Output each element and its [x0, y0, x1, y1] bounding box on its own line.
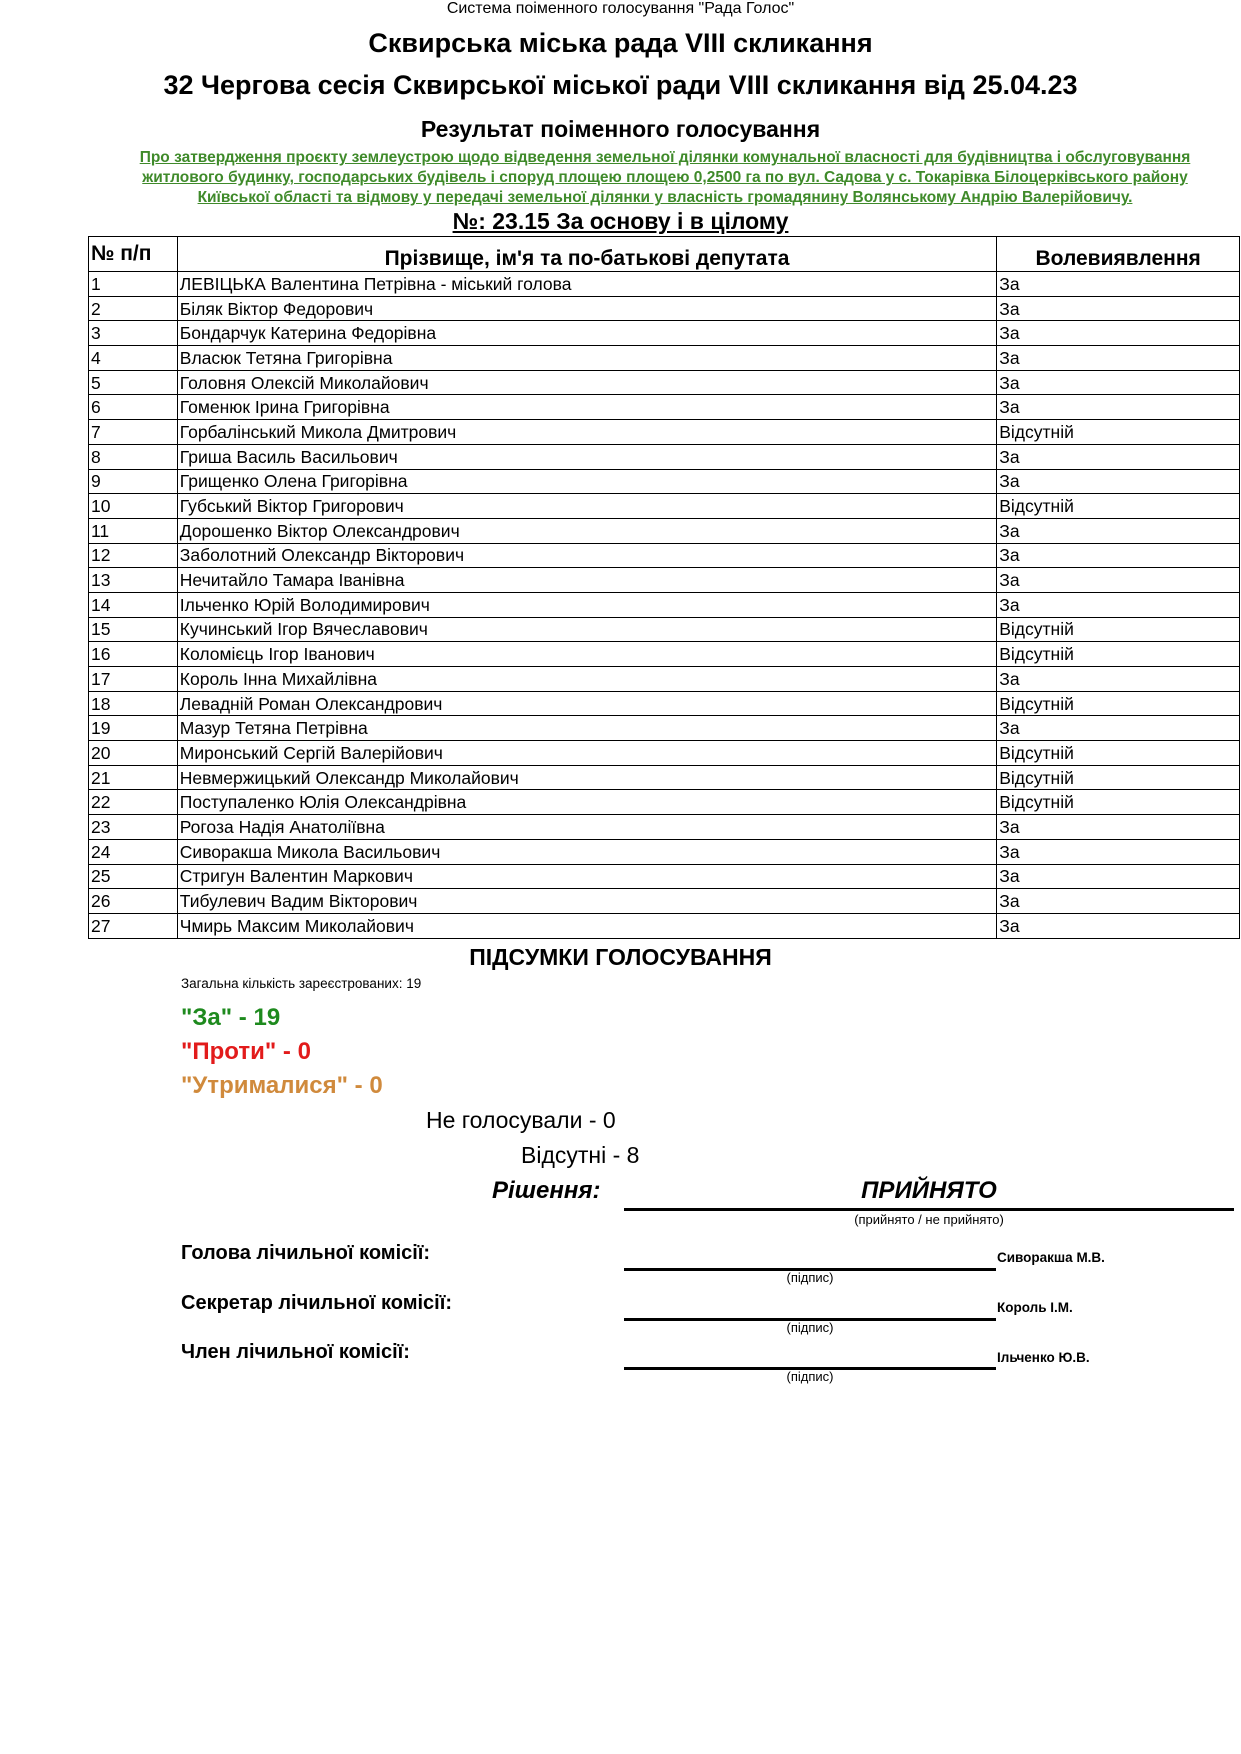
votes-table-body [89, 272, 1240, 939]
row-number: 19 [89, 716, 178, 741]
row-number: 11 [89, 518, 178, 543]
table-row [89, 790, 1240, 815]
signature-hint: (підпис) [786, 1369, 834, 1384]
secretary-name: Король І.М. [997, 1300, 1073, 1315]
session-title: 32 Чергова сесія Сквирської міської ради VIII скликання від 25.04.23 [163, 70, 1078, 100]
row-number: 4 [89, 346, 178, 371]
deputy-name: Бондарчук Катерина Федорівна [177, 321, 996, 346]
deputy-name: Миронський Сергій Валерійович [177, 741, 996, 766]
table-header-row [89, 237, 1240, 272]
vote-choice: За [997, 667, 1240, 692]
deputy-name: Гриша Василь Васильович [177, 444, 996, 469]
deputy-name: Нечитайло Тамара Іванівна [177, 568, 996, 593]
not-voted-count: Не голосували - 0 [426, 1107, 616, 1133]
vote-subject-line: Про затвердження проєкту землеустрою щодо відведення земельної ділянки комунальної власності для будівництва і обслуговування [139, 149, 1191, 166]
row-number: 25 [89, 864, 178, 889]
vote-choice: За [997, 469, 1240, 494]
secretary-label: Секретар лічильної комісії: [181, 1292, 453, 1314]
vote-choice: За [997, 346, 1240, 371]
row-number: 20 [89, 741, 178, 766]
vote-choice: За [997, 321, 1240, 346]
vote-choice: Відсутній [997, 642, 1240, 667]
result-title: Результат поіменного голосування [420, 116, 821, 142]
row-number: 13 [89, 568, 178, 593]
vote-choice: За [997, 889, 1240, 914]
deputy-name: Головня Олексій Миколайович [177, 370, 996, 395]
deputy-name: Мазур Тетяна Петрівна [177, 716, 996, 741]
table-row [89, 494, 1240, 519]
table-row [89, 518, 1240, 543]
table-row [89, 716, 1240, 741]
vote-choice: За [997, 592, 1240, 617]
table-row [89, 815, 1240, 840]
row-number: 24 [89, 839, 178, 864]
vote-choice: Відсутній [997, 617, 1240, 642]
deputy-name: Тибулевич Вадим Вікторович [177, 889, 996, 914]
deputy-name: Невмержицький Олександр Миколайович [177, 765, 996, 790]
column-header-number: № п/п [89, 237, 178, 272]
vote-choice: Відсутній [997, 741, 1240, 766]
vote-choice: За [997, 839, 1240, 864]
table-row [89, 617, 1240, 642]
table-row [89, 592, 1240, 617]
deputy-name: Гоменюк Ірина Григорівна [177, 395, 996, 420]
column-header-vote: Волевиявлення [997, 237, 1240, 272]
tally-for: "За" - 19 [181, 1004, 281, 1031]
table-row [89, 691, 1240, 716]
vote-choice: Відсутній [997, 765, 1240, 790]
table-row [89, 543, 1240, 568]
row-number: 9 [89, 469, 178, 494]
decision-underline [624, 1208, 1234, 1211]
row-number: 15 [89, 617, 178, 642]
row-number: 18 [89, 691, 178, 716]
table-row [89, 346, 1240, 371]
table-row [89, 864, 1240, 889]
deputy-name: ЛЕВІЦЬКА Валентина Петрівна - міський голова [177, 272, 996, 297]
row-number: 2 [89, 296, 178, 321]
row-number: 23 [89, 815, 178, 840]
table-row [89, 296, 1240, 321]
row-number: 10 [89, 494, 178, 519]
registered-count: Загальна кількість зареєстрованих: 19 [181, 976, 422, 991]
vote-choice: За [997, 272, 1240, 297]
table-row [89, 420, 1240, 445]
signature-hint: (підпис) [786, 1270, 834, 1285]
vote-choice: Відсутній [997, 420, 1240, 445]
deputy-name: Король Інна Михайлівна [177, 667, 996, 692]
council-title: Сквирська міська рада VIII скликання [368, 28, 873, 58]
table-row [89, 667, 1240, 692]
vote-choice: За [997, 444, 1240, 469]
vote-choice: За [997, 370, 1240, 395]
row-number: 1 [89, 272, 178, 297]
vote-choice: За [997, 568, 1240, 593]
vote-choice: За [997, 296, 1240, 321]
tally-abstained: "Утрималися" - 0 [181, 1072, 383, 1099]
summary-title: ПІДСУМКИ ГОЛОСУВАННЯ [469, 944, 772, 970]
table-row [89, 913, 1240, 938]
vote-choice: За [997, 864, 1240, 889]
table-row [89, 765, 1240, 790]
row-number: 8 [89, 444, 178, 469]
table-row [89, 444, 1240, 469]
deputy-name: Заболотний Олександр Вікторович [177, 543, 996, 568]
table-row [89, 642, 1240, 667]
table-row [89, 272, 1240, 297]
table-row [89, 568, 1240, 593]
row-number: 3 [89, 321, 178, 346]
deputy-name: Горбалінський Микола Дмитрович [177, 420, 996, 445]
vote-choice: За [997, 913, 1240, 938]
tally-against: "Проти" - 0 [181, 1038, 311, 1065]
row-number: 12 [89, 543, 178, 568]
row-number: 6 [89, 395, 178, 420]
row-number: 14 [89, 592, 178, 617]
table-row [89, 741, 1240, 766]
votes-table [88, 236, 1240, 939]
vote-choice: За [997, 395, 1240, 420]
decision-label: Рішення: [492, 1177, 601, 1204]
deputy-name: Біляк Віктор Федорович [177, 296, 996, 321]
system-name: Система поіменного голосування "Рада Голос" [446, 0, 795, 17]
deputy-name: Грищенко Олена Григорівна [177, 469, 996, 494]
deputy-name: Чмирь Максим Миколайович [177, 913, 996, 938]
table-row [89, 469, 1240, 494]
head-of-commission-label: Голова лічильної комісії: [181, 1242, 431, 1264]
vote-choice: За [997, 543, 1240, 568]
column-header-name: Прізвище, ім'я та по-батькові депутата [177, 237, 996, 272]
vote-number: №: 23.15 За основу і в цілому [452, 208, 789, 234]
vote-choice: За [997, 815, 1240, 840]
vote-choice: За [997, 518, 1240, 543]
deputy-name: Власюк Тетяна Григорівна [177, 346, 996, 371]
signature-hint: (підпис) [786, 1320, 834, 1335]
deputy-name: Губський Віктор Григорович [177, 494, 996, 519]
row-number: 17 [89, 667, 178, 692]
row-number: 21 [89, 765, 178, 790]
deputy-name: Кучинський Ігор Вячеславович [177, 617, 996, 642]
row-number: 27 [89, 913, 178, 938]
decision-hint: (прийнято / не прийнято) [854, 1212, 1004, 1227]
vote-subject-line: Київської області та відмову у передачі земельної ділянки у власність громадянину Волянському Андрію Валерійовичу. [197, 189, 1133, 206]
row-number: 16 [89, 642, 178, 667]
vote-choice: Відсутній [997, 494, 1240, 519]
deputy-name: Коломієць Ігор Іванович [177, 642, 996, 667]
deputy-name: Ільченко Юрій Володимирович [177, 592, 996, 617]
vote-choice: Відсутній [997, 790, 1240, 815]
table-row [89, 370, 1240, 395]
table-row [89, 889, 1240, 914]
vote-choice: За [997, 716, 1240, 741]
head-of-commission-name: Сиворакша М.В. [997, 1250, 1105, 1265]
row-number: 5 [89, 370, 178, 395]
table-row [89, 395, 1240, 420]
deputy-name: Поступаленко Юлія Олександрівна [177, 790, 996, 815]
deputy-name: Стригун Валентин Маркович [177, 864, 996, 889]
deputy-name: Рогоза Надія Анатоліївна [177, 815, 996, 840]
table-row [89, 839, 1240, 864]
vote-subject-line: житлового будинку, господарських будівель і споруд площею площею 0,2500 га по вул. Садова у с. Токарівка Білоцерківського району [142, 169, 1188, 186]
vote-choice: Відсутній [997, 691, 1240, 716]
row-number: 22 [89, 790, 178, 815]
deputy-name: Сиворакша Микола Васильович [177, 839, 996, 864]
vote-subject [90, 148, 1240, 208]
decision-value: ПРИЙНЯТО [861, 1177, 997, 1204]
row-number: 26 [89, 889, 178, 914]
table-row [89, 321, 1240, 346]
member-name: Ільченко Ю.В. [997, 1350, 1090, 1365]
deputy-name: Левадній Роман Олександрович [177, 691, 996, 716]
deputy-name: Дорошенко Віктор Олександрович [177, 518, 996, 543]
member-label: Член лічильної комісії: [181, 1341, 410, 1363]
row-number: 7 [89, 420, 178, 445]
absent-count: Відсутні - 8 [521, 1142, 640, 1168]
